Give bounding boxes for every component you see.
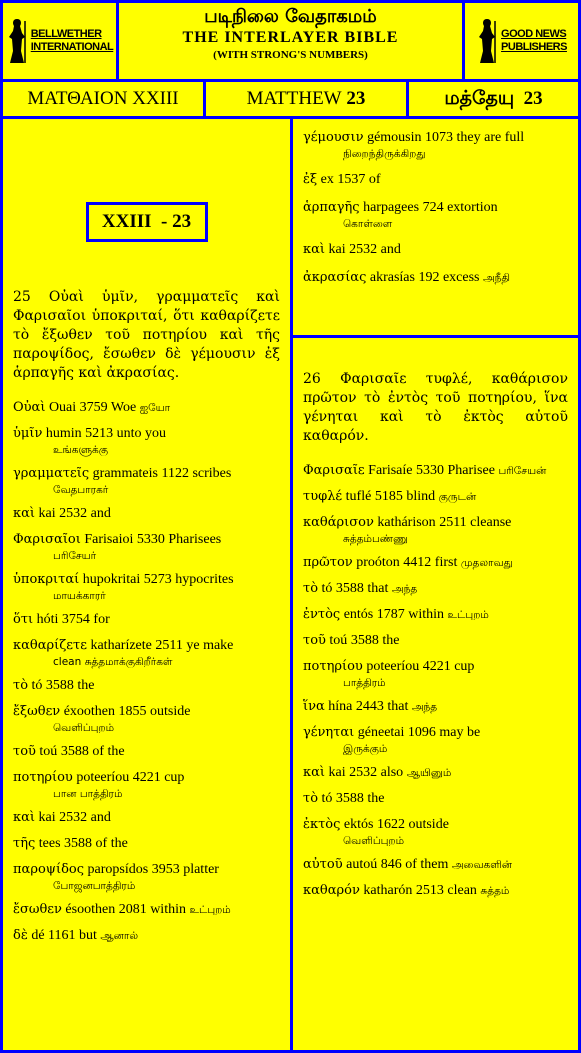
strongs-number: 4412 bbox=[403, 555, 432, 570]
transliteration: géneetai bbox=[357, 725, 405, 740]
strongs-number: 2532 bbox=[349, 765, 378, 780]
greek-word: παροψίδος bbox=[13, 862, 85, 877]
transliteration: gémousin bbox=[367, 130, 422, 145]
tamil-gloss: clean சுத்தமாக்குகிறீர்கள் bbox=[53, 656, 173, 668]
transliteration: poteeríou bbox=[366, 659, 420, 674]
strongs-number: 2511 bbox=[155, 638, 183, 653]
word-entry bbox=[303, 882, 568, 900]
tamil-gloss: உட்புறம் bbox=[189, 904, 231, 916]
left-column bbox=[0, 116, 293, 1053]
word-entry bbox=[13, 637, 280, 669]
english-gloss: and bbox=[90, 810, 111, 825]
word-entry bbox=[13, 927, 280, 945]
tamil-gloss: வெளிப்புறம் bbox=[53, 722, 115, 734]
greek-word: Φαρισαῖε bbox=[303, 463, 365, 478]
word-entry-line bbox=[13, 927, 280, 945]
strongs-number: 5185 bbox=[374, 489, 403, 504]
word-entry-line bbox=[303, 241, 568, 259]
english-gloss: scribes bbox=[192, 466, 232, 481]
greek-word: τοῦ bbox=[13, 744, 36, 759]
greek-word: Φαρισαῖοι bbox=[13, 532, 81, 547]
english-gloss: of bbox=[368, 172, 381, 187]
english-gloss: within bbox=[150, 902, 186, 917]
word-entry bbox=[303, 129, 568, 161]
strongs-number: 4221 bbox=[132, 770, 161, 785]
good-news-logo-text bbox=[501, 28, 567, 54]
tamil-gloss: சுத்தம் bbox=[480, 885, 510, 897]
english-gloss: the bbox=[367, 791, 385, 806]
transliteration: ektós bbox=[343, 817, 374, 832]
english-gloss: of the bbox=[92, 744, 125, 759]
greek-word: ἐντὸς bbox=[303, 607, 341, 622]
transliteration: kai bbox=[328, 242, 346, 257]
greek-word: ποτηρίου bbox=[303, 659, 363, 674]
greek-word: τὸ bbox=[13, 678, 29, 693]
english-gloss: also bbox=[380, 765, 404, 780]
greek-word: ἔξωθεν bbox=[13, 704, 61, 719]
strongs-number: 2511 bbox=[439, 515, 467, 530]
page-header bbox=[116, 0, 465, 82]
word-entry bbox=[13, 677, 280, 695]
strongs-number: 2081 bbox=[118, 902, 147, 917]
word-entry bbox=[303, 724, 568, 756]
greek-word: καὶ bbox=[13, 506, 36, 521]
strongs-number: 1122 bbox=[161, 466, 189, 481]
tamil-gloss: அவைகளின் bbox=[451, 859, 513, 871]
word-entry bbox=[13, 571, 280, 603]
english-gloss: that bbox=[387, 699, 409, 714]
transliteration: autoú bbox=[346, 857, 378, 872]
tamil-gloss: மாயக்காரர் bbox=[53, 590, 106, 602]
transliteration: poteeríou bbox=[76, 770, 130, 785]
word-entry bbox=[13, 531, 280, 563]
tamil-gloss: சுத்தம்பண்ணு bbox=[343, 533, 408, 545]
word-entry-line bbox=[13, 505, 280, 523]
strongs-number: 3588 bbox=[60, 744, 89, 759]
transliteration: grammateis bbox=[92, 466, 158, 481]
strongs-number: 3759 bbox=[79, 400, 108, 415]
word-entry bbox=[303, 698, 568, 716]
transliteration: Farisaíe bbox=[368, 463, 413, 478]
word-entry bbox=[303, 790, 568, 808]
english-gloss: cup bbox=[454, 659, 475, 674]
word-entry-line bbox=[13, 901, 280, 919]
word-entry-line bbox=[13, 531, 280, 549]
word-entry-line bbox=[303, 764, 568, 782]
tamil-gloss: ஆனால் bbox=[100, 930, 139, 942]
tamil-gloss: பான பாத்திரம் bbox=[53, 788, 123, 800]
transliteration: proóton bbox=[356, 555, 400, 570]
transliteration: tees bbox=[38, 836, 61, 851]
english-book-label: MATTHEW bbox=[246, 88, 342, 109]
strongs-number: 1073 bbox=[425, 130, 454, 145]
strongs-number: 1161 bbox=[48, 928, 76, 943]
word-entry-line bbox=[13, 835, 280, 853]
word-entry-line bbox=[303, 514, 568, 532]
greek-word: καὶ bbox=[303, 242, 326, 257]
strongs-number: 3754 bbox=[61, 612, 90, 627]
greek-word: ἵνα bbox=[303, 699, 325, 714]
tamil-gloss: கொள்ளை bbox=[343, 218, 393, 230]
greek-word: πρῶτον bbox=[303, 555, 353, 570]
word-entry bbox=[303, 658, 568, 690]
transliteration: kathárison bbox=[377, 515, 436, 530]
word-entry bbox=[13, 425, 280, 457]
transliteration: tó bbox=[31, 678, 43, 693]
english-chapter-title bbox=[203, 79, 409, 119]
greek-word: γέμουσιν bbox=[303, 130, 364, 145]
strongs-number: 2532 bbox=[349, 242, 378, 257]
strongs-number: 5330 bbox=[136, 532, 165, 547]
transliteration: kai bbox=[328, 765, 346, 780]
word-entry-line bbox=[303, 488, 568, 506]
english-gloss: clean bbox=[447, 883, 477, 898]
word-entry bbox=[13, 901, 280, 919]
transliteration: toú bbox=[39, 744, 58, 759]
greek-word: καὶ bbox=[303, 765, 326, 780]
verse-26-text: 26 Φαρισαῖε τυφλέ, καθάρισον πρῶτον τὸ ἐντὸς τοῦ ποτηρίου, ἵνα γένηται καὶ τὸ ἐκτὸς αὐτοῦ καθαρόν. bbox=[303, 371, 568, 444]
strongs-number: 2513 bbox=[415, 883, 444, 898]
right-column-top bbox=[290, 116, 581, 338]
tamil-title: படிநிலை வேதாகமம் bbox=[204, 6, 377, 27]
english-gloss: and bbox=[380, 242, 401, 257]
strongs-number: 3588 bbox=[64, 836, 93, 851]
strongs-number: 4221 bbox=[422, 659, 451, 674]
greek-word: δὲ bbox=[13, 928, 28, 943]
greek-word: καθαρίζετε bbox=[13, 638, 87, 653]
good-news-logo bbox=[462, 0, 581, 82]
word-entry-line bbox=[303, 724, 568, 742]
word-entry-line bbox=[13, 611, 280, 629]
word-entry-line bbox=[13, 743, 280, 761]
word-entry-line bbox=[303, 171, 568, 189]
tamil-gloss: இருக்கும் bbox=[343, 743, 388, 755]
english-gloss: Pharisee bbox=[447, 463, 495, 478]
transliteration: entós bbox=[343, 607, 374, 622]
english-gloss: blind bbox=[406, 489, 436, 504]
greek-chapter-title bbox=[0, 79, 206, 119]
strongs-number: 5273 bbox=[143, 572, 172, 587]
greek-word: ὑποκριταί bbox=[13, 572, 80, 587]
tamil-gloss: அந்த bbox=[391, 583, 418, 595]
word-entry-line bbox=[303, 199, 568, 217]
english-gloss: outside bbox=[408, 817, 449, 832]
bellwether-logo-text bbox=[31, 28, 114, 54]
tamil-book-label: மத்தேயு bbox=[444, 86, 515, 109]
word-entry bbox=[303, 171, 568, 189]
strongs-number: 3588 bbox=[350, 633, 379, 648]
word-entry-line bbox=[13, 425, 280, 443]
transliteration: éxoothen bbox=[63, 704, 116, 719]
word-entry bbox=[303, 856, 568, 874]
english-gloss: hypocrites bbox=[175, 572, 234, 587]
strongs-number: 2443 bbox=[355, 699, 384, 714]
transliteration: tó bbox=[321, 791, 333, 806]
english-gloss: the bbox=[382, 633, 400, 648]
transliteration: katharón bbox=[363, 883, 413, 898]
greek-word: καθαρόν bbox=[303, 883, 360, 898]
english-gloss: Pharisees bbox=[168, 532, 222, 547]
english-gloss: within bbox=[408, 607, 445, 622]
word-entry bbox=[13, 399, 280, 417]
logo-line1: GOOD NEWS bbox=[501, 28, 567, 40]
verse-25-word-list bbox=[13, 399, 280, 945]
logo-line2: INTERNATIONAL bbox=[30, 41, 114, 53]
english-gloss: platter bbox=[183, 862, 219, 877]
word-entry bbox=[13, 835, 280, 853]
word-entry bbox=[303, 580, 568, 598]
english-gloss: Woe bbox=[110, 400, 137, 415]
word-entry-line bbox=[13, 861, 280, 879]
tamil-gloss: போஜனபாத்திரம் bbox=[53, 880, 136, 892]
transliteration: tó bbox=[321, 581, 333, 596]
word-entry bbox=[303, 554, 568, 572]
greek-word: τὸ bbox=[303, 581, 319, 596]
word-entry bbox=[13, 861, 280, 893]
english-gloss: for bbox=[93, 612, 110, 627]
logo-line2: PUBLISHERS bbox=[501, 41, 567, 53]
greek-word: Οὐαὶ bbox=[13, 400, 46, 415]
word-entry-line bbox=[13, 571, 280, 589]
strongs-number: 846 bbox=[380, 857, 402, 872]
word-entry-line bbox=[303, 882, 568, 900]
word-entry bbox=[303, 269, 568, 287]
word-entry-line bbox=[303, 632, 568, 650]
tamil-gloss: குருடன் bbox=[438, 491, 477, 503]
shepherd-icon bbox=[476, 17, 498, 65]
transliteration: ex bbox=[320, 172, 334, 187]
tamil-gloss: பரிசேயன் bbox=[498, 465, 547, 477]
tamil-chapter-number: 23 bbox=[523, 88, 543, 109]
word-entry-line bbox=[13, 399, 280, 417]
greek-word: ὑμῖν bbox=[13, 426, 43, 441]
tamil-gloss: நிறைந்திருக்கிறது bbox=[343, 148, 426, 160]
chapter-badge: XXIII - 23 bbox=[86, 202, 208, 242]
transliteration: hupokritai bbox=[82, 572, 141, 587]
subtitle: (WITH STRONG'S NUMBERS) bbox=[213, 49, 368, 61]
strongs-number: 2532 bbox=[59, 506, 88, 521]
strongs-number: 2532 bbox=[59, 810, 88, 825]
logo-line1: BELLWETHER bbox=[30, 28, 102, 40]
verse-26-word-list bbox=[303, 462, 568, 900]
tamil-gloss: முதலாவது bbox=[460, 557, 513, 569]
word-entry-line bbox=[303, 606, 568, 624]
strongs-number: 1787 bbox=[376, 607, 405, 622]
greek-word: γραμματεῖς bbox=[13, 466, 90, 481]
word-entry bbox=[13, 611, 280, 629]
transliteration: tuflé bbox=[345, 489, 372, 504]
word-entry-line bbox=[303, 816, 568, 834]
word-entry bbox=[303, 606, 568, 624]
transliteration: katharízete bbox=[90, 638, 152, 653]
greek-word: τοῦ bbox=[303, 633, 326, 648]
english-gloss: unto you bbox=[116, 426, 167, 441]
strongs-number: 3588 bbox=[45, 678, 74, 693]
word-entry bbox=[303, 462, 568, 480]
word-entry bbox=[303, 632, 568, 650]
tamil-gloss: உட்புறம் bbox=[447, 609, 489, 621]
strongs-number: 5213 bbox=[85, 426, 114, 441]
main-title: THE INTERLAYER BIBLE bbox=[182, 29, 399, 46]
tamil-gloss: உங்களுக்கு bbox=[53, 444, 108, 456]
word-entry-line bbox=[13, 769, 280, 787]
word-entry-line bbox=[303, 269, 568, 287]
tamil-gloss: வேதபாரகர் bbox=[53, 484, 109, 496]
greek-word: γένηται bbox=[303, 725, 355, 740]
english-gloss: of them bbox=[405, 857, 449, 872]
strongs-number: 1622 bbox=[376, 817, 405, 832]
word-entry-line bbox=[303, 554, 568, 572]
greek-word: ἔσωθεν bbox=[13, 902, 62, 917]
greek-word: καθάρισον bbox=[303, 515, 374, 530]
word-entry bbox=[303, 816, 568, 848]
verse-25-text: 25 Οὐαὶ ὑμῖν, γραμματεῖς καὶ Φαρισαῖοι ὑποκριταί, ὅτι καθαρίζετε τὸ ἔξωθεν τοῦ ποτηρίου καὶ τῆς παροψίδος, ἔσωθεν δὲ γέμουσιν ἐξ ἁρπαγῆς καὶ ἀκρασίας. bbox=[13, 289, 280, 381]
tamil-gloss: பாத்திரம் bbox=[343, 677, 386, 689]
word-entry-line bbox=[13, 703, 280, 721]
greek-word: τυφλέ bbox=[303, 489, 343, 504]
tamil-gloss: பரிசேயர் bbox=[53, 550, 97, 562]
strongs-number: 192 bbox=[418, 270, 440, 285]
tamil-gloss: வெளிப்புறம் bbox=[343, 835, 405, 847]
transliteration: kai bbox=[38, 810, 56, 825]
tamil-gloss: ஆயினும் bbox=[406, 767, 452, 779]
transliteration: hóti bbox=[36, 612, 59, 627]
strongs-number: 3588 bbox=[335, 581, 364, 596]
word-entry bbox=[303, 488, 568, 506]
word-entry bbox=[13, 743, 280, 761]
transliteration: Ouai bbox=[48, 400, 77, 415]
word-entry-line bbox=[303, 790, 568, 808]
word-entry bbox=[13, 703, 280, 735]
english-gloss: may be bbox=[439, 725, 481, 740]
english-gloss: but bbox=[79, 928, 97, 943]
bellwether-logo bbox=[0, 0, 119, 82]
tamil-chapter-title bbox=[406, 79, 581, 119]
greek-word: τὸ bbox=[303, 791, 319, 806]
greek-word: τῆς bbox=[13, 836, 36, 851]
english-gloss: that bbox=[367, 581, 389, 596]
word-entry-line bbox=[13, 809, 280, 827]
shepherd-icon bbox=[6, 17, 28, 65]
word-entry-line bbox=[303, 698, 568, 716]
greek-word: ὅτι bbox=[13, 612, 34, 627]
tamil-gloss: அநீதி bbox=[483, 272, 510, 284]
word-entry bbox=[303, 514, 568, 546]
greek-word: ἁρπαγῆς bbox=[303, 200, 360, 215]
greek-word: ἐξ bbox=[303, 172, 318, 187]
english-gloss: cup bbox=[164, 770, 185, 785]
transliteration: ésoothen bbox=[65, 902, 116, 917]
english-gloss: ye make bbox=[186, 638, 234, 653]
english-gloss: extortion bbox=[447, 200, 498, 215]
greek-word: ἀκρασίας bbox=[303, 270, 367, 285]
word-entry bbox=[13, 809, 280, 827]
transliteration: kai bbox=[38, 506, 56, 521]
word-entry bbox=[13, 465, 280, 497]
strongs-number: 5330 bbox=[416, 463, 444, 478]
word-entry bbox=[303, 199, 568, 231]
word-entry bbox=[13, 505, 280, 523]
transliteration: humin bbox=[45, 426, 82, 441]
greek-word: αὐτοῦ bbox=[303, 857, 343, 872]
english-gloss: cleanse bbox=[470, 515, 512, 530]
english-gloss: first bbox=[434, 555, 458, 570]
right-column-bottom bbox=[290, 335, 581, 1053]
word-entry-line bbox=[303, 580, 568, 598]
word-entry bbox=[303, 241, 568, 259]
strongs-number: 724 bbox=[422, 200, 444, 215]
strongs-number: 1537 bbox=[337, 172, 366, 187]
greek-chapter-label: ΜΑΤΘΑΙΟΝ XXIII bbox=[27, 88, 179, 109]
english-gloss: excess bbox=[442, 270, 480, 285]
tamil-gloss: ஐயோ bbox=[139, 402, 171, 414]
english-gloss: and bbox=[90, 506, 111, 521]
word-entry-line bbox=[303, 129, 568, 147]
transliteration: paropsídos bbox=[87, 862, 149, 877]
transliteration: toú bbox=[329, 633, 348, 648]
word-entry-line bbox=[13, 465, 280, 483]
word-entry-line bbox=[303, 658, 568, 676]
transliteration: Farisaioi bbox=[84, 532, 134, 547]
tamil-gloss: அந்த bbox=[411, 701, 438, 713]
english-gloss: they are full bbox=[456, 130, 525, 145]
greek-word: ποτηρίου bbox=[13, 770, 73, 785]
greek-word: ἐκτὸς bbox=[303, 817, 341, 832]
strongs-number: 3953 bbox=[151, 862, 180, 877]
transliteration: hína bbox=[328, 699, 353, 714]
strongs-number: 1096 bbox=[407, 725, 436, 740]
english-gloss: the bbox=[77, 678, 95, 693]
greek-word: καὶ bbox=[13, 810, 36, 825]
word-entry-line bbox=[303, 856, 568, 874]
verse-25-continued-list bbox=[303, 129, 568, 287]
strongs-number: 1855 bbox=[118, 704, 147, 719]
transliteration: akrasías bbox=[369, 270, 415, 285]
english-chapter-number: 23 bbox=[346, 88, 366, 109]
word-entry-line bbox=[13, 677, 280, 695]
transliteration: dé bbox=[31, 928, 45, 943]
strongs-number: 3588 bbox=[335, 791, 364, 806]
word-entry bbox=[303, 764, 568, 782]
word-entry bbox=[13, 769, 280, 801]
word-entry-line bbox=[13, 637, 280, 655]
english-gloss: of the bbox=[95, 836, 128, 851]
word-entry-line bbox=[303, 462, 568, 480]
english-gloss: outside bbox=[150, 704, 191, 719]
transliteration: harpagees bbox=[363, 200, 420, 215]
